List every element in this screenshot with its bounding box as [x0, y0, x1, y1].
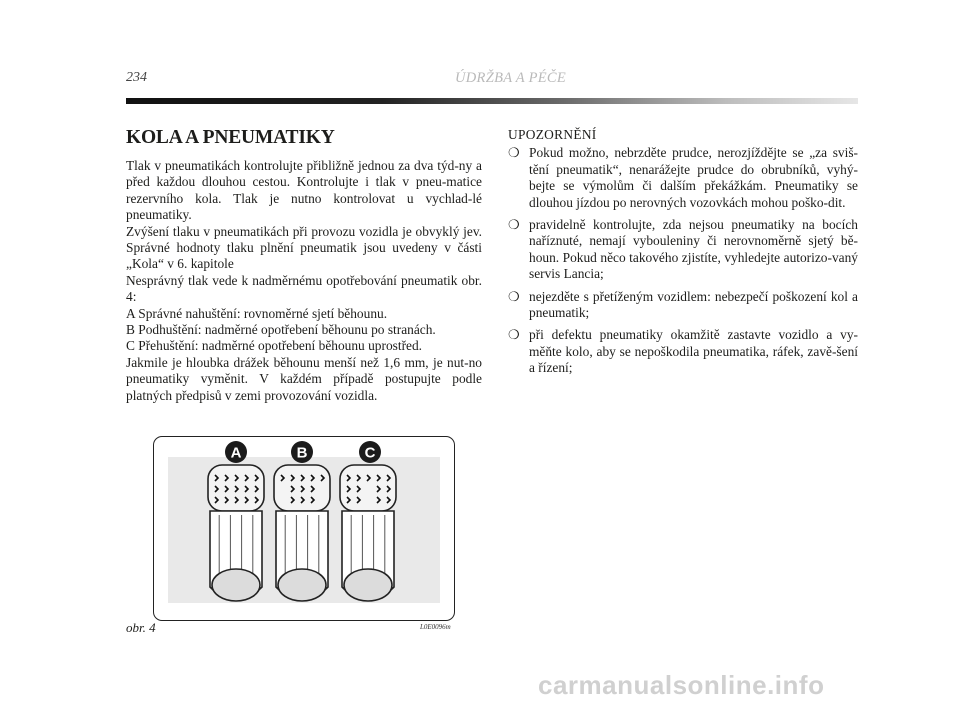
tire-label: C	[364, 444, 376, 462]
tire-rim	[278, 569, 326, 601]
bullet-icon: ❍	[508, 145, 520, 161]
list-item-text: Pokud možno, nebrzděte prudce, nerozjíždějte se „za sviš-tění pneumatik“, nenarážejte prudce do obrubníků, vyhý-bejte se výmolům či dalším překážkám. Pneumatiky se dlouhou jízdou po nerovných vozovkách mohou poško-dit.	[529, 145, 858, 210]
list-entry-c: C Přehuštění: nadměrné opotřebení běhounu uprostřed.	[126, 338, 423, 354]
warning-list	[508, 145, 858, 376]
paragraph: Tlak v pneumatikách kontrolujte přibližně jednou za dva týd-ny a před každou dlouhou cestou. Kontrolujte i tlak v pneu-matice rezervního kola. Tlak je nutno kontrolovat u vychlad-lé pneumatiky.	[126, 158, 482, 223]
list-entry-a: A Správné nahuštění: rovnoměrné sjetí běhounu.	[126, 305, 388, 321]
section-heading: KOLA A PNEUMATIKY	[126, 127, 335, 148]
bullet-icon: ❍	[508, 217, 520, 233]
right-column	[508, 127, 858, 383]
header-rule	[126, 98, 858, 104]
list-item-text: nejezděte s přetíženým vozidlem: nebezpečí poškození kol a pneumatik;	[529, 288, 858, 321]
watermark: carmanualsonline.info	[538, 670, 825, 700]
bullet-icon: ❍	[508, 327, 520, 343]
tire-rim	[344, 569, 392, 601]
warning-title: UPOZORNĚNÍ	[508, 127, 597, 142]
bullet-icon: ❍	[508, 288, 520, 304]
list-item-text: při defektu pneumatiky okamžitě zastavte vozidlo a vy-měňte kolo, aby se nepoškodila pneumatika, ráfek, zavě-šení a řízení;	[529, 327, 858, 376]
tire-wear-figure	[153, 436, 455, 621]
tire-label: A	[230, 444, 242, 462]
running-header: ÚDRŽBA A PÉČE	[455, 70, 567, 86]
paragraph: Nesprávný tlak vede k nadměrnému opotřebování pneumatik obr. 4:	[126, 272, 482, 305]
tire-rim	[212, 569, 260, 601]
page-number: 234	[126, 70, 147, 85]
left-column	[126, 127, 482, 404]
figure-caption: obr. 4	[126, 620, 156, 635]
list-item	[508, 217, 858, 283]
paragraph: Jakmile je hloubka drážek běhounu menší než 1,6 mm, je nut-no pneumatiky vyměnit. V každém případě postupujte podle platných předpisů v zemi provozování vozidla.	[126, 354, 482, 403]
tire-illustration	[154, 437, 454, 620]
tire-label: B	[296, 444, 308, 462]
list-item	[508, 327, 858, 376]
body-text	[126, 158, 482, 404]
figure-code: L0E0096m	[420, 623, 451, 631]
paragraph: Zvýšení tlaku v pneumatikách při provozu vozidla je obvyklý jev. Správné hodnoty tlaku plnění pneumatik jsou uvedeny v části „Kola“ v 6. kapitole	[126, 223, 482, 272]
list-entry-b: B Podhuštění: nadměrné opotřebení běhounu po stranách.	[126, 322, 436, 338]
list-item	[508, 289, 858, 322]
list-item	[508, 145, 858, 211]
list-item-text: pravidelně kontrolujte, zda nejsou pneumatiky na bocích naříznuté, nemají vybouleniny či nerovnoměrně sjetý bě-houn. Pokud něco takového zjistíte, vyhledejte autorizo-vaný servis Lancia;	[529, 217, 858, 282]
